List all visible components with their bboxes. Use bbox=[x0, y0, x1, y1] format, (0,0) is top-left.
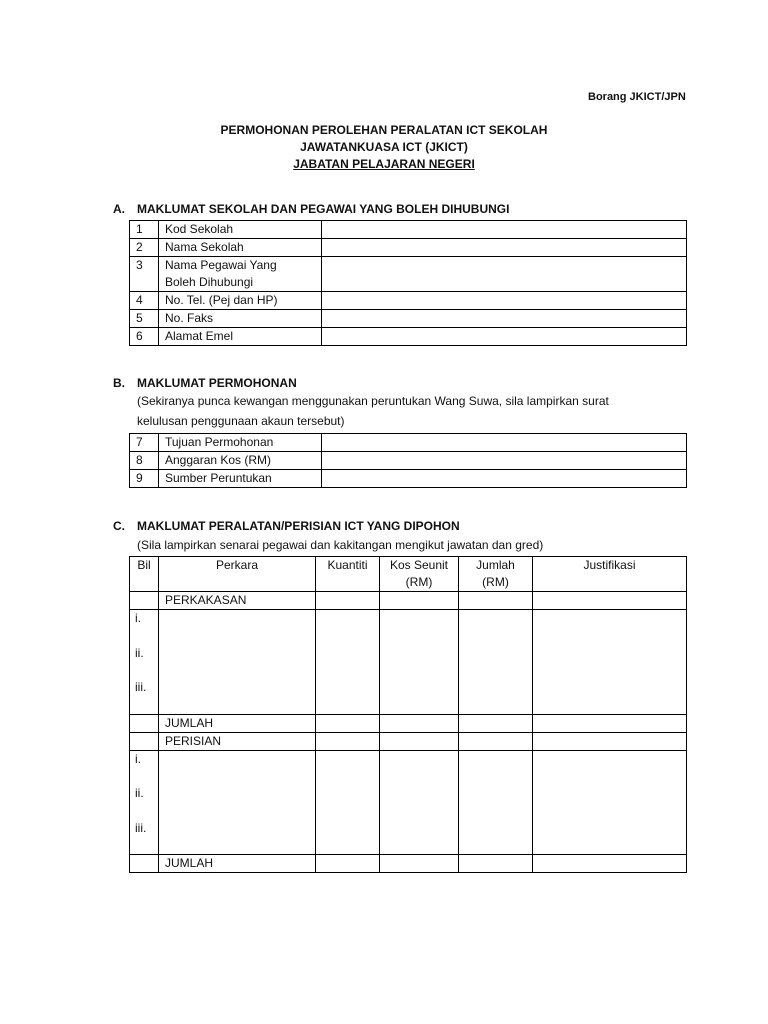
row-label: Kod Sekolah bbox=[159, 221, 322, 239]
table-row bbox=[130, 257, 687, 292]
form-reference: Borang JKICT/JPN bbox=[588, 91, 686, 103]
section-c-letter: C. bbox=[113, 519, 125, 533]
col-kos-seunit-line1: Kos Seunit bbox=[389, 558, 449, 572]
perisian-kuantiti-field[interactable] bbox=[316, 750, 380, 855]
empty-cell bbox=[130, 855, 159, 873]
section-a-letter: A. bbox=[113, 202, 125, 216]
table-row bbox=[130, 732, 687, 750]
nama-sekolah-field[interactable] bbox=[322, 239, 687, 257]
item-number: iii. bbox=[135, 680, 147, 694]
table-row bbox=[130, 610, 687, 715]
row-number: 3 bbox=[130, 257, 159, 292]
group-label-perisian: PERISIAN bbox=[159, 732, 316, 750]
table-row bbox=[130, 470, 687, 488]
anggaran-kos-field[interactable] bbox=[322, 452, 687, 470]
section-b-note-line1: (Sekiranya punca kewangan menggunakan peruntukan Wang Suwa, sila lampirkan surat bbox=[137, 394, 609, 408]
empty-cell bbox=[380, 714, 459, 732]
empty-cell bbox=[380, 592, 459, 610]
row-label: Nama Sekolah bbox=[159, 239, 322, 257]
sumber-peruntukan-field[interactable] bbox=[322, 470, 687, 488]
row-label: Tujuan Permohonan bbox=[159, 434, 322, 452]
row-number: 5 bbox=[130, 310, 159, 328]
empty-cell bbox=[533, 714, 687, 732]
total-label: JUMLAH bbox=[159, 855, 316, 873]
section-b-note-line2: kelulusan penggunaan akaun tersebut) bbox=[137, 414, 345, 428]
table-row bbox=[130, 750, 687, 855]
section-c-heading: MAKLUMAT PERALATAN/PERISIAN ICT YANG DIPOHON bbox=[137, 519, 460, 533]
item-number: iii. bbox=[135, 820, 147, 835]
alamat-emel-field[interactable] bbox=[322, 328, 687, 346]
section-c-note: (Sila lampirkan senarai pegawai dan kakitangan mengikut jawatan dan gred) bbox=[137, 538, 544, 552]
empty-cell bbox=[316, 732, 380, 750]
col-jumlah bbox=[459, 557, 533, 592]
perkakasan-jumlah-field[interactable] bbox=[459, 610, 533, 715]
section-a-heading: MAKLUMAT SEKOLAH DAN PEGAWAI YANG BOLEH DIHUBUNGI bbox=[137, 202, 510, 216]
form-title-line3 bbox=[0, 157, 768, 171]
table-row bbox=[130, 452, 687, 470]
section-b-heading: MAKLUMAT PERMOHONAN bbox=[137, 376, 297, 390]
row-number: 1 bbox=[130, 221, 159, 239]
table-row bbox=[130, 310, 687, 328]
row-label-line2: Boleh Dihubungi bbox=[165, 275, 254, 289]
empty-cell bbox=[316, 855, 380, 873]
perkakasan-kuantiti-field[interactable] bbox=[316, 610, 380, 715]
col-kuantiti: Kuantiti bbox=[316, 557, 380, 592]
col-kos-seunit bbox=[380, 557, 459, 592]
table-row bbox=[130, 434, 687, 452]
row-label bbox=[159, 257, 322, 292]
empty-cell bbox=[459, 592, 533, 610]
table-row bbox=[130, 328, 687, 346]
empty-cell bbox=[316, 714, 380, 732]
section-c-table bbox=[129, 556, 687, 873]
table-row bbox=[130, 592, 687, 610]
perkakasan-perkara-field[interactable] bbox=[159, 610, 316, 715]
empty-cell bbox=[459, 732, 533, 750]
section-a-table bbox=[129, 220, 687, 346]
perisian-total-field[interactable] bbox=[459, 855, 533, 873]
col-justifikasi: Justifikasi bbox=[533, 557, 687, 592]
row-number: 4 bbox=[130, 292, 159, 310]
item-number: i. bbox=[135, 611, 141, 625]
empty-cell bbox=[380, 855, 459, 873]
item-numbers bbox=[130, 610, 159, 715]
item-number: ii. bbox=[135, 786, 144, 800]
no-faks-field[interactable] bbox=[322, 310, 687, 328]
table-row bbox=[130, 292, 687, 310]
form-title-line2: JAWATANKUASA ICT (JKICT) bbox=[300, 140, 468, 154]
empty-cell bbox=[533, 855, 687, 873]
empty-cell bbox=[316, 592, 380, 610]
empty-cell bbox=[533, 592, 687, 610]
perisian-justifikasi-field[interactable] bbox=[533, 750, 687, 855]
perisian-perkara-field[interactable] bbox=[159, 750, 316, 855]
empty-cell bbox=[130, 592, 159, 610]
no-tel-field[interactable] bbox=[322, 292, 687, 310]
perkakasan-justifikasi-field[interactable] bbox=[533, 610, 687, 715]
empty-cell bbox=[533, 732, 687, 750]
empty-cell bbox=[130, 714, 159, 732]
row-label: Anggaran Kos (RM) bbox=[159, 452, 322, 470]
row-label: Alamat Emel bbox=[159, 328, 322, 346]
table-row bbox=[130, 239, 687, 257]
empty-cell bbox=[130, 732, 159, 750]
form-title-line3-text: JABATAN PELAJARAN NEGERI bbox=[293, 157, 475, 171]
table-row bbox=[130, 221, 687, 239]
table-row bbox=[130, 855, 687, 873]
group-label-perkakasan: PERKAKASAN bbox=[159, 592, 316, 610]
item-numbers bbox=[130, 750, 159, 855]
tujuan-permohonan-field[interactable] bbox=[322, 434, 687, 452]
col-bil: Bil bbox=[130, 557, 159, 592]
nama-pegawai-field[interactable] bbox=[322, 257, 687, 292]
row-number: 2 bbox=[130, 239, 159, 257]
table-row bbox=[130, 714, 687, 732]
col-jumlah-line2: (RM) bbox=[482, 575, 509, 589]
row-label: Sumber Peruntukan bbox=[159, 470, 322, 488]
kod-sekolah-field[interactable] bbox=[322, 221, 687, 239]
perisian-kos-seunit-field[interactable] bbox=[380, 750, 459, 855]
form-title-line1: PERMOHONAN PEROLEHAN PERALATAN ICT SEKOLAH bbox=[220, 123, 548, 137]
row-number: 6 bbox=[130, 328, 159, 346]
col-perkara: Perkara bbox=[159, 557, 316, 592]
row-number: 9 bbox=[130, 470, 159, 488]
col-jumlah-line1: Jumlah bbox=[476, 558, 515, 572]
row-label-line1: Nama Pegawai Yang bbox=[165, 258, 277, 272]
empty-cell bbox=[380, 732, 459, 750]
perkakasan-total-field[interactable] bbox=[459, 714, 533, 732]
section-b-table bbox=[129, 433, 687, 488]
row-number: 8 bbox=[130, 452, 159, 470]
section-b-letter: B. bbox=[113, 376, 125, 390]
row-label: No. Faks bbox=[159, 310, 322, 328]
table-header-row bbox=[130, 557, 687, 592]
perkakasan-kos-seunit-field[interactable] bbox=[380, 610, 459, 715]
item-number: i. bbox=[135, 751, 141, 766]
item-number: ii. bbox=[135, 645, 144, 660]
row-label: No. Tel. (Pej dan HP) bbox=[159, 292, 322, 310]
total-label: JUMLAH bbox=[159, 714, 316, 732]
col-kos-seunit-line2: (RM) bbox=[405, 575, 433, 589]
row-number: 7 bbox=[130, 434, 159, 452]
perisian-jumlah-field[interactable] bbox=[459, 750, 533, 855]
